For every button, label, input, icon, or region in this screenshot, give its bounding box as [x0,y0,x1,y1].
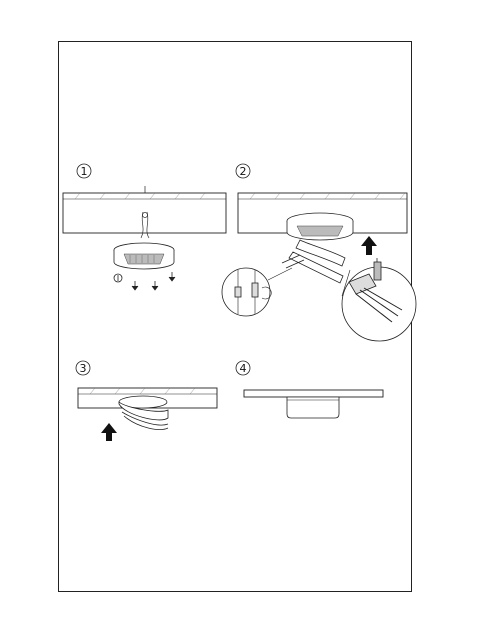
step-3-number: 3 [79,362,87,375]
step-2 [222,164,416,341]
step-1 [63,164,226,290]
step-3 [76,361,217,441]
step-1-number: 1 [80,165,88,178]
step-3-lamp-tilting [119,396,168,430]
step-1-ceiling [63,186,226,233]
step-1-base-plate [114,243,174,269]
step-4-ceiling [244,390,383,397]
step-4 [236,361,383,418]
step-1-screws [114,272,175,290]
step-2-mounted-base [287,213,353,240]
step-2-connector-detail-left [222,268,292,316]
step-4-number: 4 [239,362,247,375]
step-2-arrow-up-icon [361,236,377,255]
step-3-arrow-up-icon [101,423,117,441]
step-2-number: 2 [239,165,247,178]
step-4-installed-lamp [287,397,339,418]
step-2-connector-detail-right [342,258,416,341]
step-2-lamp-hanging [282,240,345,283]
